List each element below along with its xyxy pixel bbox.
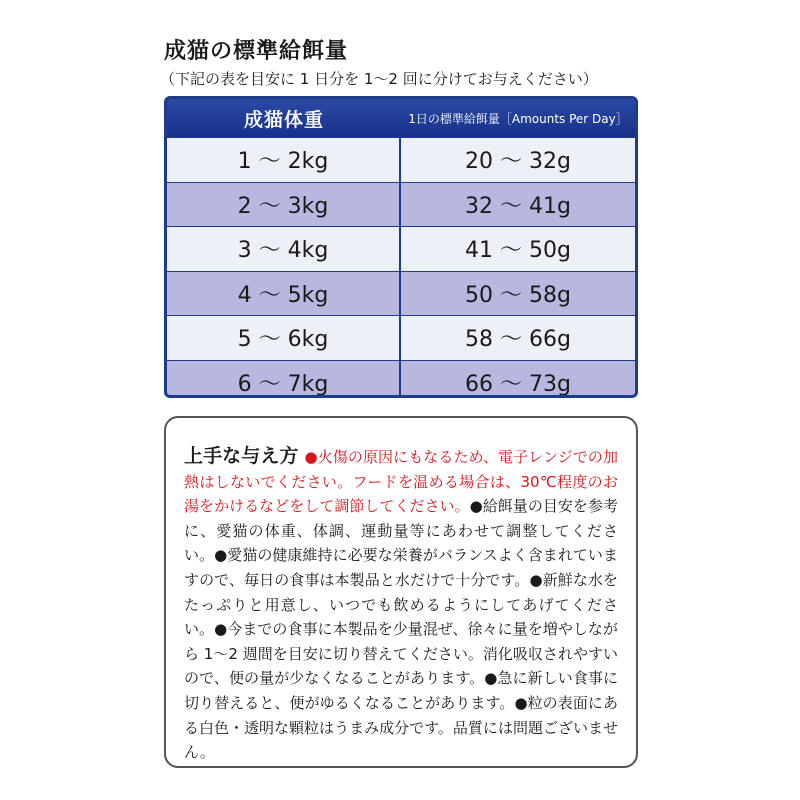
page-title: 成猫の標準給餌量 (164, 39, 349, 64)
amount-column-header: 1日の標準給餌量［Amounts Per Day］ (408, 111, 628, 126)
page-subtitle: （下記の表を目安に 1 日分を 1〜2 回に分けてお与えください） (160, 70, 598, 88)
table-row (167, 360, 635, 399)
table-body (167, 137, 635, 398)
amount-cell: 66 ～ 73g (465, 371, 571, 397)
amount-cell: 41 ～ 50g (465, 238, 571, 264)
weight-cell: 5 ～ 6kg (167, 316, 401, 360)
table-row (167, 315, 635, 360)
feeding-table (164, 96, 638, 398)
weight-cell: 2 ～ 3kg (167, 183, 401, 227)
table-row (167, 182, 635, 227)
table-header (167, 99, 635, 137)
tips-heading: 上手な与え方 (184, 445, 299, 467)
amount-cell: 58 ～ 66g (465, 327, 571, 353)
tips-paragraph (184, 444, 618, 765)
microwave-warning: ●火傷の原因にもなるため、電子レンジでの加熱はしないでください。フードを温める場合は、30℃程度のお湯をかけるなどをして調節してください。 (184, 448, 618, 516)
weight-cell: 3 ～ 4kg (167, 227, 401, 271)
feeding-tips-box (164, 416, 638, 768)
table-row (167, 271, 635, 316)
table-row (167, 226, 635, 271)
tips-body: ●給餌量の目安を参考に、愛猫の体重、体調、運動量等にあわせて調整してください。●愛猫の健康維持に必要な栄養がバランスよく含まれていますので、毎日の食事は本製品と水だけで十分です。●新鮮な水をたっぷりと用意し、いつでも飲めるようにしてあげてください。●今までの食事に本製品を少量混ぜ、徐々に量を増やしながら 1～2 週間を目安に切り替えてください。消化吸収されやすいので、便の量が少なくなることがあります。●急に新しい食事に切り替えると、便がゆるくなることがあります。●粒の表面にある白色・透明な顆粒はうまみ成分です。品質には問題ございません。 (184, 497, 618, 762)
weight-cell: 4 ～ 5kg (167, 272, 401, 316)
weight-cell: 1 ～ 2kg (167, 138, 401, 182)
table-row (167, 137, 635, 182)
weight-cell: 6 ～ 7kg (167, 361, 401, 399)
amount-cell: 50 ～ 58g (465, 282, 571, 308)
amount-cell: 20 ～ 32g (465, 149, 571, 175)
amount-cell: 32 ～ 41g (465, 193, 571, 219)
weight-column-header: 成猫体重 (243, 108, 324, 131)
